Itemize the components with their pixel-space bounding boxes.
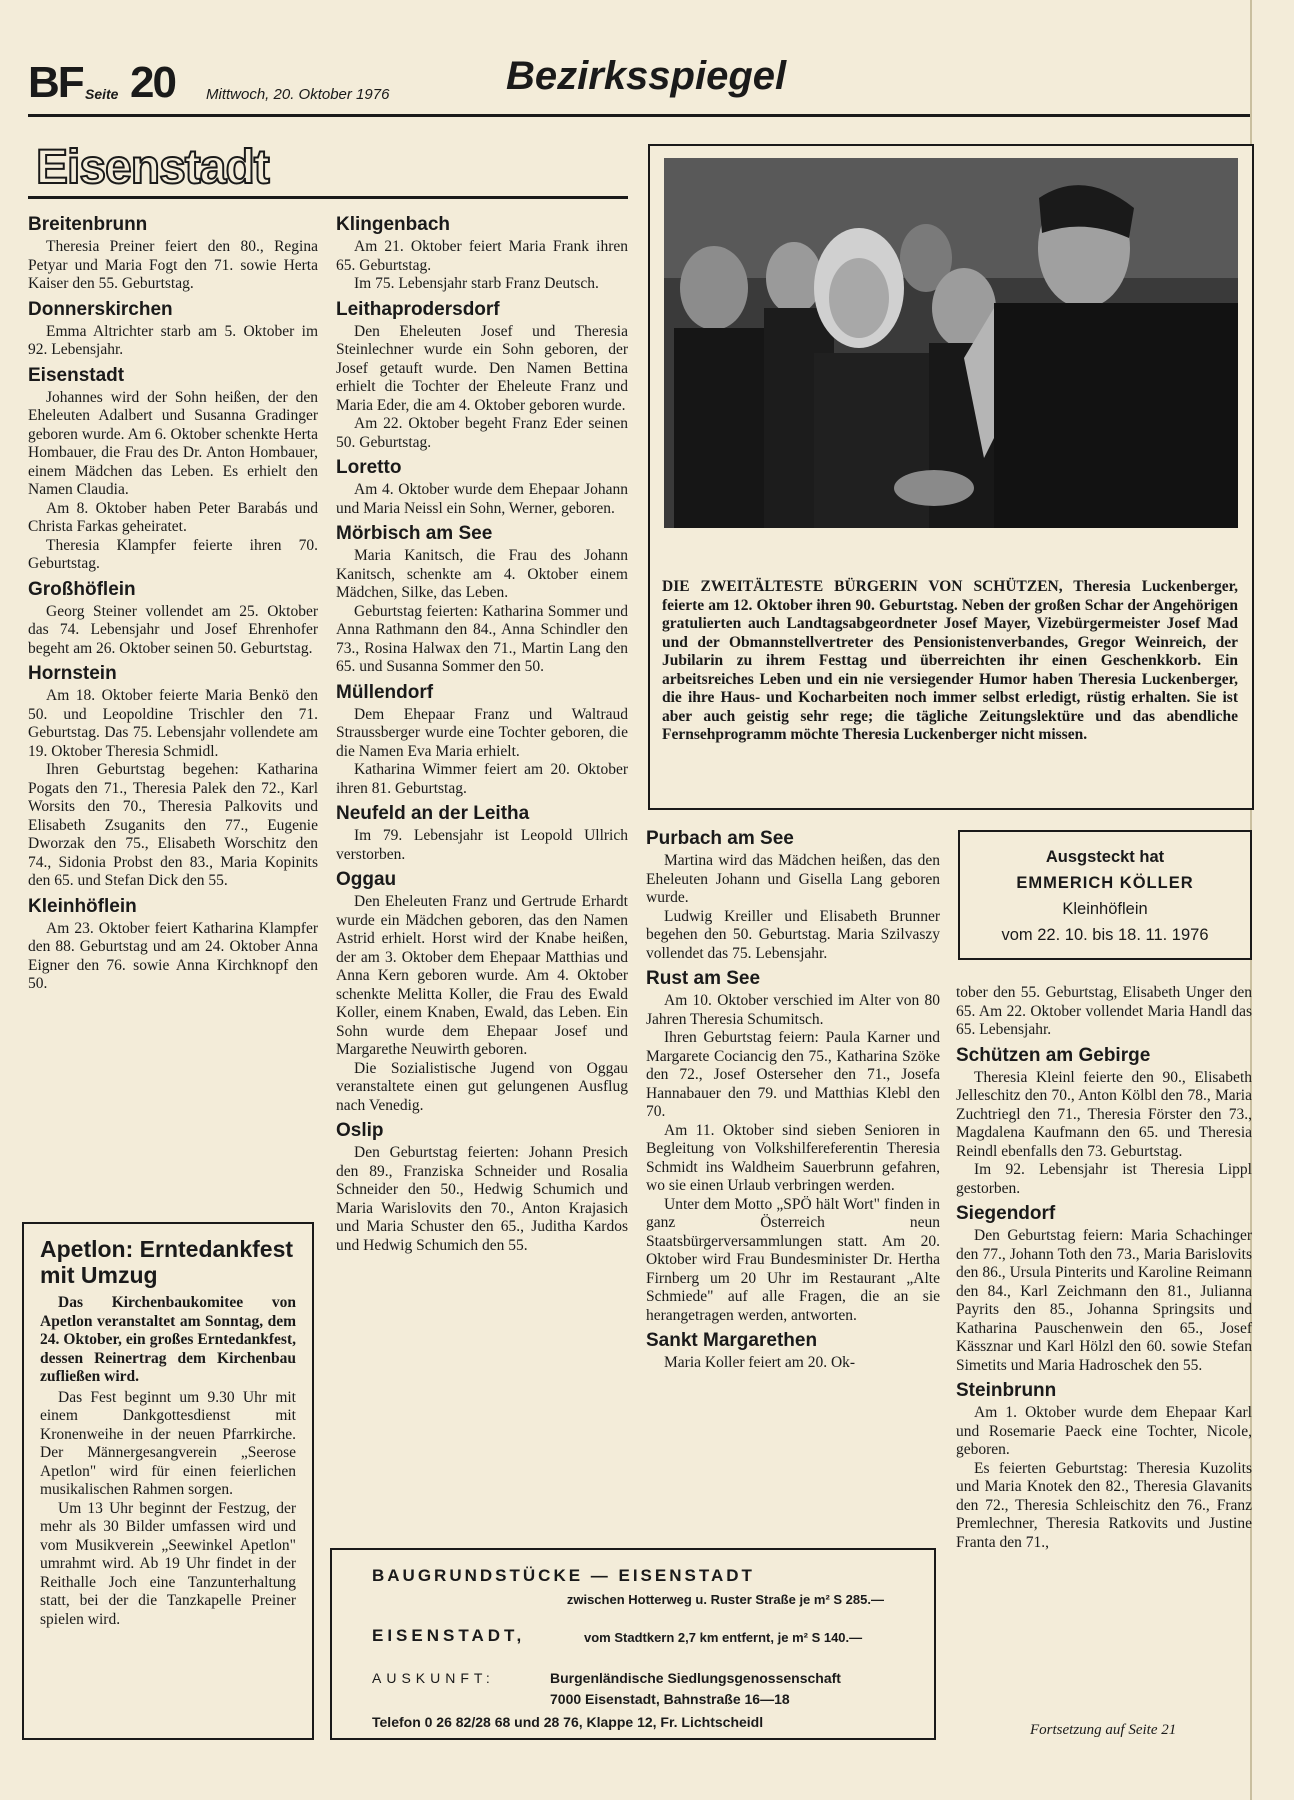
- news-paragraph: Emma Altrichter starb am 5. Oktober im 92. Lebensjahr.: [28, 322, 318, 358]
- place-heading: Siegendorf: [956, 1203, 1056, 1224]
- news-paragraph: Den Eheleuten Franz und Gertrude Erhardt wurde ein Mädchen geboren, das den Namen Astrid erhielt. Horst wird der Knabe heißen, der am 3. Oktober dem Ehepaar Matthias und Anna Kern geboren wurde. Am 4. Oktober schenkte Melitta Koller, die Frau des Ewald Koller, einem Knaben, Ewald, das Leben. Ein Sohn wurde dem Ehepaar Josef und Margarethe Neuwirth geboren.: [336, 893, 628, 1058]
- region-title: Eisenstadt: [36, 141, 269, 194]
- ad-baugrund-line4: AUSKUNFT:: [372, 1670, 495, 1686]
- news-paragraph: Theresia Kleinl feierte den 90., Elisabeth Jelleschitz den 70., Anton Kölbl den 78., Maria Zuchtriegl den 71., Theresia Förster den 73., Magdalena Kaufmann den 65. und Theresia Reindl ebenfalls den 73. Geburtstag.: [956, 1068, 1252, 1160]
- news-paragraph: Am 4. Oktober wurde dem Ehepaar Johann und Maria Neissl ein Sohn, Werner, geboren.: [336, 481, 628, 517]
- place-heading: Breitenbrunn: [28, 214, 148, 235]
- apetlon-para: Um 13 Uhr beginnt der Festzug, der mehr als 30 Bilder umfassen wird und vom Musikverein „Seewinkel Apetlon" umrahmt wird. Ab 19 Uhr findet in der Reithalle Joch eine Tanzunterhaltung statt, bei der die Tanzkapelle Preiner spielen wird.: [40, 1499, 296, 1628]
- news-paragraph: Ludwig Kreiller und Elisabeth Brunner begehen den 50. Geburtstag. Maria Szilvaszy vollendet das 75. Lebensjahr.: [646, 907, 940, 962]
- place-heading: Rust am See: [646, 968, 761, 989]
- page-number: 20: [130, 58, 175, 107]
- ad-baugrund-line4b: Burgenländische Siedlungsgenossenschaft: [550, 1670, 841, 1686]
- news-paragraph: Johannes wird der Sohn heißen, der den Eheleuten Adalbert und Susanna Gradinger geboren wurde. Am 6. Oktober schenkte Herta Hombauer, die Frau des Dr. Anton Hombauer, einem Mädchen das Leben. Es erhielt den Namen Claudia.: [28, 388, 318, 498]
- place-heading: Hornstein: [28, 663, 117, 684]
- apetlon-box: [22, 1222, 314, 1740]
- news-paragraph: Den Eheleuten Josef und Theresia Steinlechner wurde ein Sohn geboren, der Josef getauft wurde. Den Namen Bettina erhielt die Tochter der Eheleute Franz und Maria Eder, die am 4. Oktober geboren wurde.: [336, 322, 628, 414]
- news-paragraph: Am 22. Oktober begeht Franz Eder seinen 50. Geburtstag.: [336, 415, 628, 451]
- news-paragraph: Im 79. Lebensjahr ist Leopold Ullrich verstorben.: [336, 827, 628, 863]
- region-rule: [28, 196, 628, 199]
- news-paragraph: Geburtstag feierten: Katharina Sommer und Anna Rathmann den 84., Anna Schindler den 73., Rosina Halwax den 71., Martin Lang den 65. und Susanna Sommer den 50.: [336, 602, 628, 675]
- photo-caption: DIE ZWEITÄLTESTE BÜRGERIN VON SCHÜTZEN, Theresia Luckenberger, feierte am 12. Oktober ihren 90. Geburtstag. Neben der großen Schar der Angehörigen gratulierten auch Landtagsabgeordneter Josef Mayer, Vizebürgermeister Josef Mad und der Obmannstellvertreter des Pensionistenverbandes, Gregor Weinreich, der Jubilarin zu ihrem Festtag und überreichten ihr einen Geschenkkorb. Ein arbeitsreiches Leben und ein nie versiegender Humor haben Theresia Luckenberger, die ihre Haus- und Kocharbeiten noch immer selbst erledigt, rüstig erhalten. Sie ist aber auch geistig sehr rege; die tägliche Zeitungslektüre und das abendliche Fernsehprogramm möchte Theresia Luckenberger nicht missen.: [662, 578, 1238, 743]
- news-paragraph: Im 75. Lebensjahr starb Franz Deutsch.: [354, 275, 599, 292]
- news-paragraph: Dem Ehepaar Franz und Waltraud Straussberger wurde eine Tochter geboren, die die Namen Eva Maria erhielt.: [336, 705, 628, 760]
- section-title: Bezirksspiegel: [506, 54, 787, 98]
- place-heading: Oslip: [336, 1120, 384, 1141]
- news-paragraph: Am 8. Oktober haben Peter Barabás und Christa Farkas geheiratet.: [28, 499, 318, 535]
- news-paragraph: Ihren Geburtstag begehen: Katharina Pogats den 71., Theresia Palek den 72., Karl Worsits den 70., Theresia Palkovits und Elisabeth Zsuganits den 77., Eugenie Dworzak den 75., Elisabeth Worschitz den 74., Sidonia Probst den 83., Maria Kopinits den 65. und Stefan Dick den 55.: [28, 761, 318, 889]
- ad-heuriger-line2: EMMERICH KÖLLER: [1016, 874, 1194, 892]
- news-paragraph: Maria Koller feiert am 20. Ok-: [664, 1354, 856, 1371]
- ad-baugrund-line2: zwischen Hotterweg u. Ruster Straße je m² S 285.—: [566, 1592, 884, 1607]
- apetlon-para: Das Fest beginnt um 9.30 Uhr mit einem Dankgottesdienst mit Kronenweihe in der neuen Pfarrkirche. Der Männergesangverein „Seerose Apetlon" wird für einen feierlichen musikalischen Rahmen sorgen.: [40, 1388, 296, 1498]
- news-paragraph: Am 11. Oktober sind sieben Senioren in Begleitung von Volkshilfereferentin Theresia Schmidt ins Waldheim Sauerbrunn gefahren, wo sie einen Urlaub verbringen werden.: [646, 1121, 940, 1194]
- place-heading: Oggau: [336, 869, 397, 890]
- place-heading: Neufeld an der Leitha: [336, 803, 530, 824]
- place-heading: Loretto: [336, 457, 402, 478]
- news-paragraph: Die Sozialistische Jugend von Oggau veranstaltete einen gut gelungenen Ausflug nach Venedig.: [336, 1059, 628, 1114]
- news-paragraph: Katharina Wimmer feiert am 20. Oktober ihren 81. Geburtstag.: [336, 761, 628, 797]
- place-heading: Eisenstadt: [28, 364, 125, 386]
- place-heading: Leithaprodersdorf: [336, 298, 500, 320]
- apetlon-lead: Das Kirchenbaukomitee von Apetlon veranstaltet am Sonntag, dem 24. Oktober, ein großes Erntedankfest, dessen Reinertrag dem Kirchenbau zufließen wird.: [40, 1294, 296, 1385]
- news-paragraph: Martina wird das Mädchen heißen, das den Eheleuten Johann und Gisella Lang geboren wurde.: [646, 852, 940, 906]
- news-paragraph: Im 92. Lebensjahr ist Theresia Lippl gestorben.: [956, 1161, 1252, 1197]
- news-paragraph: Am 1. Oktober wurde dem Ehepaar Karl und Rosemarie Paeck eine Tochter, Nicole, geboren.: [956, 1404, 1252, 1458]
- news-paragraph: Maria Kanitsch, die Frau des Johann Kanitsch, schenkte am 4. Oktober einem Mädchen, Silke, das Leben.: [336, 547, 628, 601]
- news-paragraph: tober den 55. Geburtstag, Elisabeth Unger den 65. Am 22. Oktober vollendet Maria Handl das 65. Lebensjahr.: [956, 984, 1252, 1038]
- ad-heuriger: [958, 830, 1252, 960]
- news-column-3: [646, 828, 940, 1373]
- news-paragraph: Den Geburtstag feierten: Johann Presich den 89., Franziska Schneider und Rosalia Schneider den 50., Hedwig Schumich und Maria Warislovits den 70., Anton Krajasich und Maria Schuster den 65., Juditha Kardos und Hedwig Schumich den 55.: [336, 1144, 628, 1254]
- ad-baugrund-line1: BAUGRUNDSTÜCKE — EISENSTADT: [372, 1566, 755, 1585]
- place-heading: Steinbrunn: [956, 1380, 1057, 1401]
- place-heading: Großhöflein: [28, 578, 136, 600]
- place-heading: Purbach am See: [646, 828, 794, 849]
- news-paragraph: Georg Steiner vollendet am 25. Oktober das 74. Lebensjahr und Josef Ehrenhofer begeht am 26. Oktober seinen 50. Geburtstag.: [28, 602, 318, 657]
- news-paragraph: Den Geburtstag feiern: Maria Schachinger den 77., Johann Toth den 73., Maria Barislovits den 86., Ursula Pinterits und Karoline Reimann den 84., Karl Zeichmann den 81., Julianna Payrits den 85., Johanna Springsits und Katharina Pauschenwein den 65., Josef Kässznar und Karl Hölzl den 60. sowie Stefan Simetits und Maria Hadroschek den 55.: [956, 1227, 1252, 1374]
- place-heading: Klingenbach: [336, 214, 451, 235]
- news-paragraph: Am 18. Oktober feierte Maria Benkö den 50. und Leopoldine Trischler den 71. Geburtstag. Das 75. Lebensjahr vollendete am 19. Oktober Theresia Schmidl.: [28, 687, 318, 760]
- ad-heuriger-line4: vom 22. 10. bis 18. 11. 1976: [1001, 926, 1209, 944]
- ad-baugrund-line3b: vom Stadtkern 2,7 km entfernt, je m² S 140.—: [584, 1630, 863, 1645]
- news-column-1: [28, 214, 318, 994]
- news-paragraph: Theresia Preiner feiert den 80., Regina Petyar und Maria Fogt den 71. sowie Herta Kaiser den 55. Geburtstag.: [28, 238, 318, 292]
- place-heading: Mörbisch am See: [336, 523, 493, 544]
- continuation-note: Fortsetzung auf Seite 21: [1030, 1722, 1177, 1738]
- ad-baugrund-line5: 7000 Eisenstadt, Bahnstraße 16—18: [550, 1691, 790, 1707]
- ad-heuriger-line1: Ausgsteckt hat: [1045, 848, 1165, 866]
- place-heading: Kleinhöflein: [28, 895, 137, 917]
- region-logo: [36, 141, 269, 194]
- news-paragraph: Ihren Geburtstag feiern: Paula Karner und Margarete Cociancig den 75., Katharina Szöke den 72., Josef Osterseher den 71., Josefa Hannabauer den 79. und Matthias Klebl den 70.: [646, 1029, 940, 1120]
- place-heading: Müllendorf: [336, 681, 434, 703]
- news-paragraph: Es feierten Geburtstag: Theresia Kuzolits und Maria Knotek den 82., Theresia Glavanits den 72., Theresia Schleischitz den 76., Franz Premlechner, Theresia Ratkovits und Justine Franta den 71.,: [956, 1459, 1252, 1551]
- ad-baugrund: [330, 1548, 936, 1740]
- news-column-2: [336, 214, 628, 1255]
- news-paragraph: Am 23. Oktober feiert Katharina Klampfer den 88. Geburtstag und am 24. Oktober Anna Eigner den 76. sowie Anna Kirchknopf den 50.: [28, 919, 318, 992]
- ad-heuriger-line3: Kleinhöflein: [1062, 900, 1148, 918]
- news-column-4: [956, 984, 1252, 1552]
- ad-baugrund-line3: EISENSTADT,: [372, 1626, 526, 1645]
- news-paragraph: Unter dem Motto „SPÖ hält Wort" finden in ganz Österreich neun Staatsbürgerversammlungen statt. Am 20. Oktober wird Frau Bundesminister Dr. Hertha Firnberg um 20 Uhr im Restaurant „Alte Schmiede" auf alle Fragen, die an sie herangetragen werden, antworten.: [646, 1195, 940, 1324]
- issue-date: Mittwoch, 20. Oktober 1976: [206, 86, 390, 103]
- place-heading: Schützen am Gebirge: [956, 1044, 1151, 1066]
- news-paragraph: Am 21. Oktober feiert Maria Frank ihren 65. Geburtstag.: [336, 238, 628, 274]
- header-rule: [28, 114, 1250, 117]
- place-heading: Donnerskirchen: [28, 298, 173, 320]
- news-paragraph: Am 10. Oktober verschied im Alter von 80 Jahren Theresia Schumitsch.: [646, 992, 940, 1028]
- ad-baugrund-line6: Telefon 0 26 82/28 68 und 28 76, Klappe 12, Fr. Lichtscheidl: [372, 1714, 764, 1730]
- place-heading: Sankt Margarethen: [646, 1330, 818, 1351]
- page-label: Seite: [85, 86, 119, 102]
- photo-birthday-celebration: [664, 158, 1238, 528]
- apetlon-title: Apetlon: Erntedankfest mit Umzug: [40, 1236, 294, 1288]
- photo-image: [664, 158, 1238, 528]
- news-paragraph: Theresia Klampfer feierte ihren 70. Geburtstag.: [28, 536, 318, 572]
- masthead-logo: BF: [28, 58, 83, 107]
